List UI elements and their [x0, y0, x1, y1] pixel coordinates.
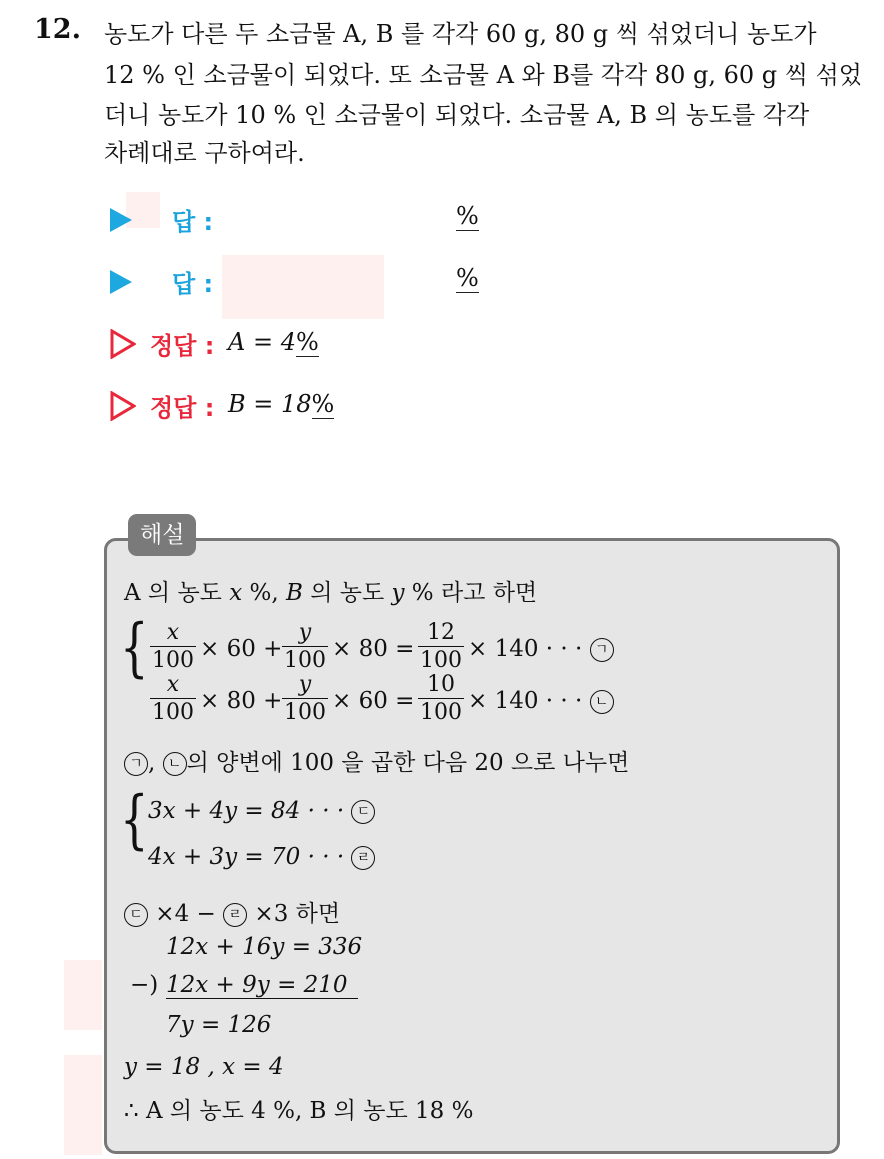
circled-mark: ㄱ — [590, 638, 614, 662]
system-equation — [148, 798, 375, 824]
intro-text: %, — [242, 580, 286, 606]
correct-label: 정답 : — [150, 332, 215, 360]
eq-tail: × 140 · · · — [468, 636, 583, 662]
question-line: 농도가 다른 두 소금물 A, B 를 각각 60 g, 80 g 씩 섞었더니 농도가 — [104, 20, 817, 48]
correct-value-unit: % — [295, 328, 319, 356]
calc-line: 7y = 126 — [166, 1012, 272, 1038]
var-B: B — [285, 580, 303, 606]
calc-prefix: −) — [130, 972, 159, 998]
answer-label: 답 : — [172, 270, 214, 298]
outline-triangle-icon — [110, 329, 136, 359]
denominator: 100 — [420, 700, 462, 725]
eq-term — [468, 688, 614, 714]
eq-term: × 80 + — [200, 688, 283, 714]
correct-label: 정답 : — [150, 394, 215, 422]
denominator: 100 — [152, 648, 194, 673]
intro-text: A 의 농도 — [124, 580, 230, 606]
denominator: 100 — [152, 700, 194, 725]
equation-text: 4x + 3y = 70 · · · — [148, 844, 345, 870]
numerator: 10 — [427, 672, 455, 697]
outline-triangle-icon — [110, 391, 136, 421]
eq-term — [468, 636, 614, 662]
question-line: 차례대로 구하여라. — [104, 139, 305, 167]
eq-term: × 60 = — [332, 688, 415, 714]
circled-mark: ㄹ — [223, 903, 247, 927]
circled-mark: ㄴ — [590, 690, 614, 714]
correct-value — [228, 328, 319, 356]
numerator: x — [166, 672, 180, 697]
intro-text: 의 농도 — [302, 580, 392, 606]
question-number: 12. — [34, 14, 81, 45]
solution-tag: 해설 — [128, 514, 196, 556]
result-line: y = 18 , x = 4 — [124, 1054, 284, 1080]
answer-blank[interactable]: % — [456, 202, 479, 230]
faint-mark — [64, 960, 102, 1030]
step-text: 의 양변에 100 을 곱한 다음 20 으로 나누면 — [186, 750, 630, 776]
numerator: y — [298, 672, 312, 697]
correct-value-main: B = 18 — [228, 390, 312, 418]
play-triangle-icon — [110, 208, 132, 232]
calc-line: 12x + 9y = 210 — [166, 972, 358, 999]
var-y: y — [391, 580, 405, 606]
fraction — [418, 672, 464, 727]
circled-mark: ㄴ — [163, 752, 187, 776]
calc-line: 12x + 16y = 336 — [166, 934, 363, 960]
denominator: 100 — [284, 648, 326, 673]
answer-label: 답 : — [172, 208, 214, 236]
correct-value-unit: % — [311, 390, 335, 418]
separator: , — [148, 750, 163, 776]
correct-value-main: A = 4 — [228, 328, 296, 356]
equation-text: 3x + 4y = 84 · · · — [148, 798, 345, 824]
solution-step — [124, 744, 629, 777]
denominator: 100 — [284, 700, 326, 725]
step-text: ×3 하면 — [247, 901, 341, 927]
step-text: ×4 − — [148, 901, 224, 927]
denominator: 100 — [420, 648, 462, 673]
numerator: 12 — [427, 620, 455, 645]
eq-term: × 80 = — [332, 636, 415, 662]
fraction — [418, 620, 464, 675]
faint-mark — [222, 255, 384, 319]
answer-blank[interactable]: % — [456, 264, 479, 292]
solution-intro — [124, 574, 537, 607]
numerator: x — [166, 620, 180, 645]
fraction — [282, 672, 328, 727]
fraction — [150, 672, 196, 727]
fraction — [150, 620, 196, 675]
fraction — [282, 620, 328, 675]
circled-mark: ㄷ — [124, 903, 148, 927]
circled-mark: ㄷ — [351, 800, 375, 824]
eq-term: × 60 + — [200, 636, 283, 662]
conclusion-line: ∴ A 의 농도 4 %, B 의 농도 18 % — [124, 1098, 474, 1124]
correct-value — [228, 390, 334, 418]
left-brace: { — [120, 783, 149, 857]
circled-mark: ㄹ — [351, 846, 375, 870]
play-triangle-icon — [110, 270, 132, 294]
circled-mark: ㄱ — [124, 752, 148, 776]
elimination-step — [124, 895, 340, 928]
left-brace: { — [120, 611, 149, 685]
numerator: y — [298, 620, 312, 645]
var-x: x — [229, 580, 243, 606]
intro-text: % 라고 하면 — [404, 580, 538, 606]
question-line: 더니 농도가 10 % 인 소금물이 되었다. 소금물 A, B 의 농도를 각각 — [104, 101, 810, 129]
faint-mark — [64, 1055, 102, 1155]
system-equation — [148, 844, 375, 870]
question-line: 12 % 인 소금물이 되었다. 또 소금물 A 와 B를 각각 80 g, 60 g 씩 섞었 — [104, 61, 862, 89]
eq-tail: × 140 · · · — [468, 688, 583, 714]
